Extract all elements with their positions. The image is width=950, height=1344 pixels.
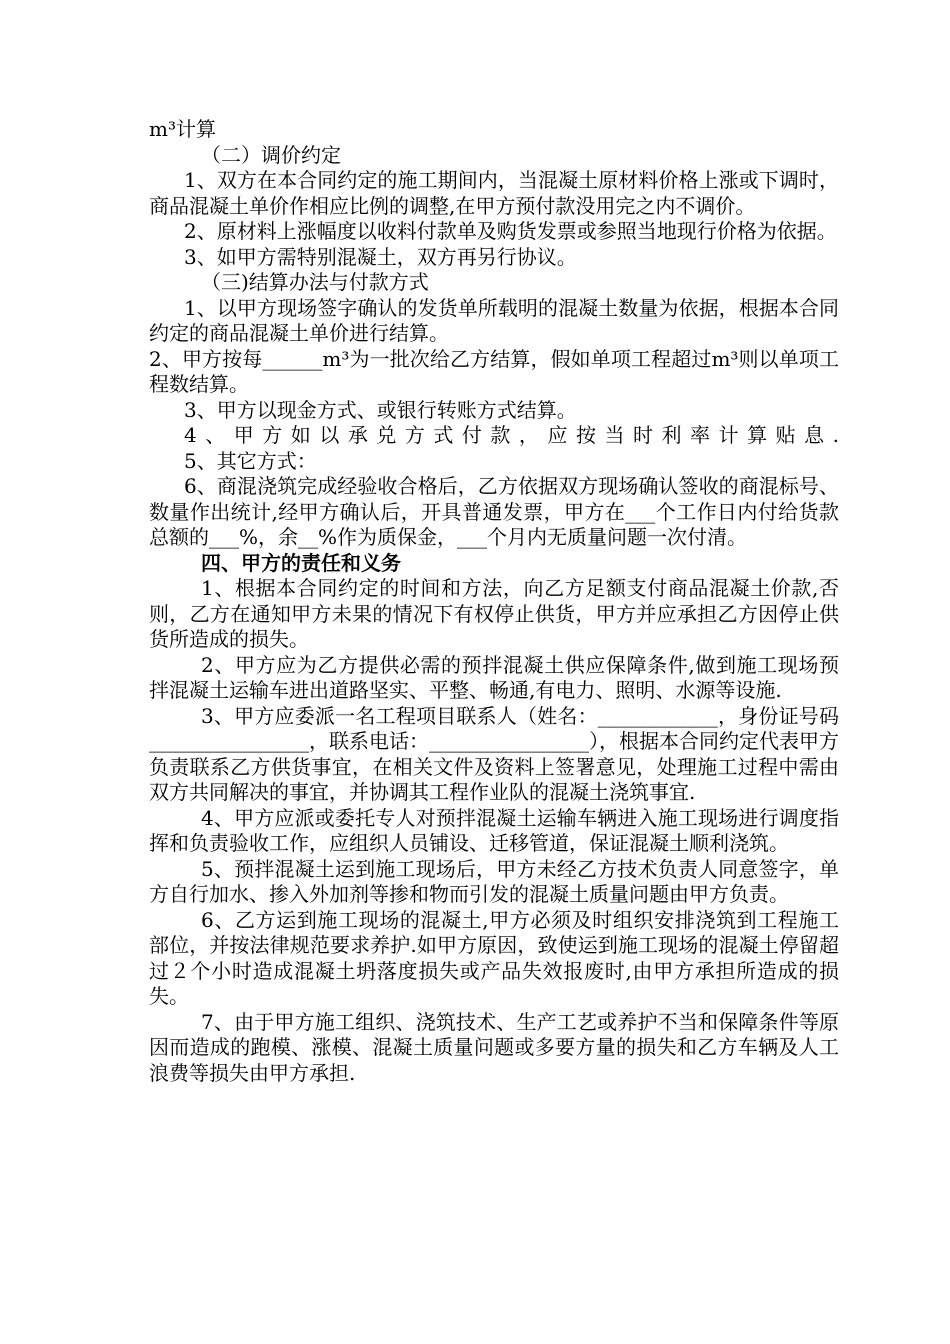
paragraph-duty-6: 6、乙方运到施工现场的混凝土,甲方必须及时组织安排浇筑到工程施工部位，并按法律规范要求养护.如甲方原因，致使运到施工现场的混凝土停留超过２个小时造成混凝土坍落度损失或产品失效报废时,由甲方承担所造成的损失。 (149, 907, 839, 1008)
paragraph-duty-4: 4、甲方应派或委托专人对预拌混凝土运输车辆进入施工现场进行调度指挥和负责验收工作，应组织人员铺设、迁移管道，保证混凝土顺利浇筑。 (149, 805, 839, 855)
paragraph-settle-4: 4、甲方如以承兑方式付款，应按当时利率计算贴息. (184, 423, 839, 447)
paragraph-adjust-1: 1、双方在本合同约定的施工期间内，当混凝土原材料价格上涨或下调时，商品混凝土单价作相应比例的调整,在甲方预付款没用完之内不调价。 (149, 168, 839, 218)
paragraph-settle-2: 2、甲方按每______m³为一批次给乙方结算，假如单项工程超过m³则以单项工程数结算。 (149, 346, 839, 396)
paragraph-adjust-3: 3、如甲方需特别混凝土，双方再另行协议。 (184, 244, 577, 269)
section-heading-party-a-duties: 四、甲方的责任和义务 (201, 550, 401, 575)
subheading-price-adjustment: （二）调价约定 (201, 142, 341, 167)
paragraph-duty-1: 1、根据本合同约定的时间和方法，向乙方足额支付商品混凝土价款,否则，乙方在通知甲方未果的情况下有权停止供货，甲方并应承担乙方因停止供货所造成的损失。 (149, 576, 839, 651)
paragraph-adjust-2: 2、原材料上涨幅度以收料付款单及购货发票或参照当地现行价格为依据。 (184, 219, 837, 243)
paragraph-settle-1: 1、以甲方现场签字确认的发货单所载明的混凝土数量为依据，根据本合同约定的商品混凝土单价进行结算。 (149, 295, 839, 345)
paragraph-settle-3: 3、甲方以现金方式、或银行转账方式结算。 (184, 397, 577, 422)
paragraph-unit-calc: m³计算 (149, 117, 216, 141)
paragraph-settle-6: 6、商混浇筑完成经验收合格后，乙方依据双方现场确认签收的商混标号、数量作出统计,经甲方确认后，开具普通发票，甲方在___个工作日内付给货款总额的___%，余__%作为质保金，___个月内无质量问题一次付清。 (149, 474, 839, 549)
paragraph-duty-5: 5、预拌混凝土运到施工现场后，甲方未经乙方技术负责人同意签字，单方自行加水、掺入外加剂等掺和物而引发的混凝土质量问题由甲方负责。 (149, 856, 839, 906)
paragraph-settle-5: 5、其它方式： (184, 448, 317, 473)
paragraph-duty-7: 7、由于甲方施工组织、浇筑技术、生产工艺或养护不当和保障条件等原因而造成的跑模、涨模、混凝土质量问题或多要方量的损失和乙方车辆及人工浪费等损失由甲方承担. (149, 1009, 839, 1085)
paragraph-duty-2: 2、甲方应为乙方提供必需的预拌混凝土供应保障条件,做到施工现场预拌混凝土运输车进出道路坚实、平整、畅通,有电力、照明、水源等设施. (149, 652, 839, 702)
subheading-settlement: （三)结算办法与付款方式 (201, 270, 429, 294)
document-body (149, 117, 839, 1086)
paragraph-duty-3: 3、甲方应委派一名工程项目联系人（姓名：____________，身份证号码________________，联系电话：________________），根据本合同约定代表甲方负责联系乙方供货事宜，在相关文件及资料上签署意见，处理施工过程中需由双方共同解决的事宜，并协调其工程作业队的混凝土浇筑事宜. (149, 703, 839, 804)
